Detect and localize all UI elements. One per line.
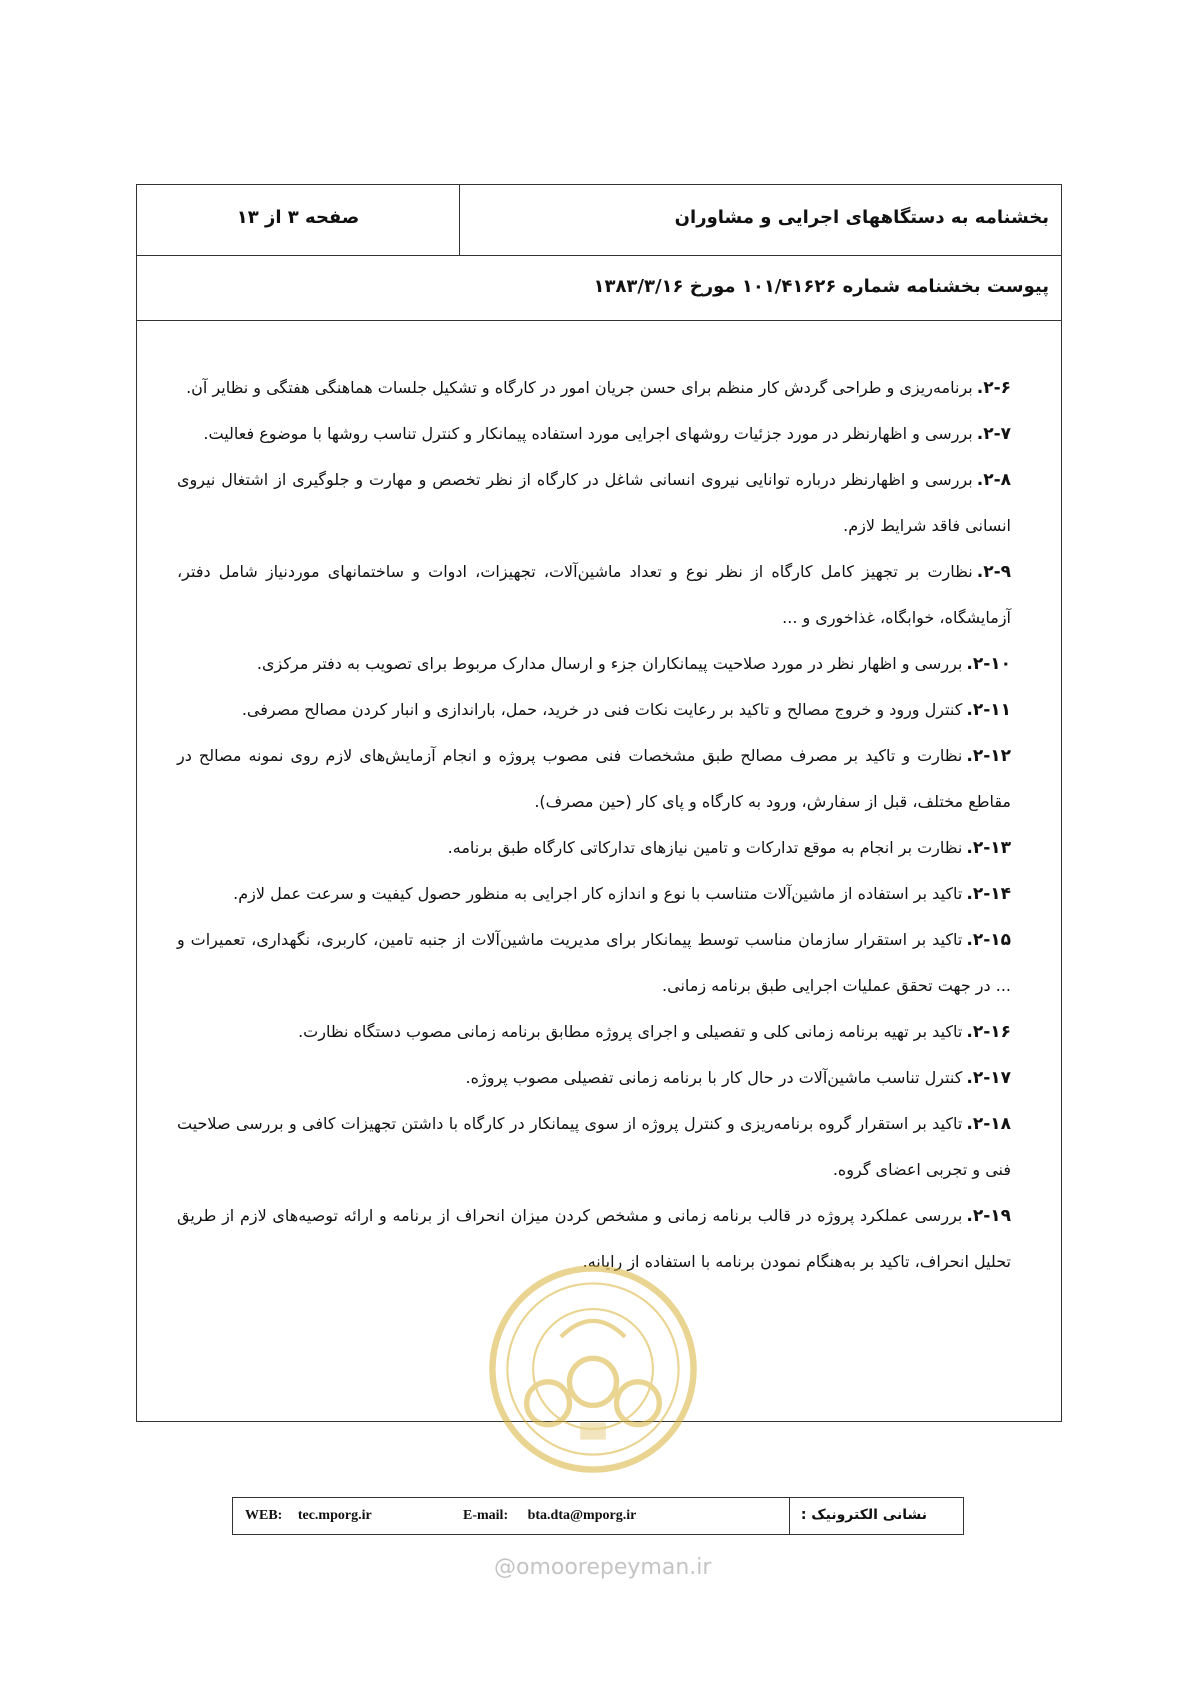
item-text: بررسی و اظهارنظر در مورد جزئیات روشهای اجرایی مورد استفاده پیمانکار و کنترل تناسب روشها با موضوع فعالیت. bbox=[203, 424, 973, 443]
attachment-row bbox=[137, 256, 1061, 321]
list-item bbox=[177, 365, 1011, 411]
footer-email bbox=[463, 1508, 636, 1524]
item-number: ۲-۱۴. bbox=[966, 884, 1011, 904]
item-text: نظارت و تاکید بر مصرف مصالح طبق مشخصات فنی مصوب پروژه و انجام آزمایش‌های لازم روی نمونه مصالح در مقاطع مختلف، قبل از سفارش، ورود به کارگاه و پای کار (حین مصرف). bbox=[177, 746, 1011, 811]
item-text: تاکید بر تهیه برنامه زمانی کلی و تفصیلی و اجرای پروژه مطابق برنامه زمانی مصوب دستگاه نظارت. bbox=[298, 1022, 963, 1041]
item-number: ۲-۱۷. bbox=[966, 1068, 1011, 1088]
list-item bbox=[177, 917, 1011, 1009]
header-divider bbox=[459, 185, 460, 256]
item-number: ۲-۷. bbox=[976, 424, 1011, 444]
item-number: ۲-۱۲. bbox=[966, 746, 1011, 766]
document-frame bbox=[136, 184, 1062, 1422]
attachment-reference: پیوست بخشنامه شماره ۱۰۱/۴۱۶۲۶ مورخ ۱۳۸۳/۳/۱۶ bbox=[593, 276, 1049, 297]
footer-divider bbox=[789, 1498, 790, 1534]
item-text: کنترل تناسب ماشین‌آلات در حال کار با برنامه زمانی تفصیلی مصوب پروژه. bbox=[465, 1068, 963, 1087]
item-number: ۲-۸. bbox=[976, 470, 1011, 490]
item-number: ۲-۱۳. bbox=[966, 838, 1011, 858]
list-item bbox=[177, 457, 1011, 549]
item-text: نظارت بر انجام به موقع تدارکات و تامین نیازهای تداركاتی کارگاه طبق برنامه. bbox=[447, 838, 963, 857]
page-number: صفحه ۳ از ۱۳ bbox=[236, 207, 360, 228]
list-item bbox=[177, 733, 1011, 825]
item-number: ۲-۹. bbox=[976, 562, 1011, 582]
footer-web bbox=[245, 1508, 372, 1524]
item-text: بررسی و اظهارنظر درباره توانایی نیروی انسانی شاغل در کارگاه از نظر تخصص و مهارت و جلوگیری از اشتغال نیروی انسانی فاقد شرایط لازم. bbox=[177, 470, 1011, 535]
item-text: برنامه‌ریزی و طراحی گردش کار منظم برای حسن جریان امور در کارگاه و تشکیل جلسات هماهنگی هفتگی و نظایر آن. bbox=[186, 378, 973, 397]
list-item bbox=[177, 825, 1011, 871]
item-text: تاکید بر استفاده از ماشین‌آلات متناسب با نوع و اندازه کار اجرایی به منظور حصول کیفیت و سرعت عمل لازم. bbox=[233, 884, 963, 903]
footer-contact-box bbox=[232, 1497, 964, 1535]
item-text: بررسی و اظهار نظر در مورد صلاحیت پیمانکاران جزء و ارسال مدارک مربوط برای تصویب به دفتر مرکزی. bbox=[256, 654, 963, 673]
item-text: بررسی عملکرد پروژه در قالب برنامه زمانی و مشخص کردن میزان انحراف از برنامه و ارائه توصیه‌های لازم از طریق تحلیل انحراف، تاکید بر به‌هنگام نمودن برنامه با استفاده از رایانه. bbox=[177, 1206, 1011, 1271]
list-item bbox=[177, 871, 1011, 917]
watermark-url: @omoorepeyman.ir bbox=[494, 1555, 712, 1580]
item-number: ۲-۱۸. bbox=[966, 1114, 1011, 1134]
web-link[interactable]: tec.mporg.ir bbox=[297, 1508, 372, 1523]
item-text: نظارت بر تجهیز کامل کارگاه از نظر نوع و تعداد ماشین‌آلات، تجهیزات، ادوات و ساختمانهای موردنیاز شامل دفتر، آزمایشگاه، خوابگاه، غذاخوری و ... bbox=[177, 562, 1011, 627]
header-row bbox=[137, 185, 1061, 256]
item-text: تاکید بر استقرار سازمان مناسب توسط پیمانکار برای مدیریت ماشین‌آلات از جنبه تامین، کاربری، نگهداری، تعمیرات و ... در جهت تحقق عملیات اجرایی طبق برنامه زمانی. bbox=[177, 930, 1011, 995]
item-number: ۲-۱۱. bbox=[966, 700, 1011, 720]
email-label: E-mail: bbox=[463, 1508, 509, 1523]
footer-label: نشانی الکترونیک : bbox=[800, 1507, 927, 1523]
item-number: ۲-۱۶. bbox=[966, 1022, 1011, 1042]
seal-watermark-icon bbox=[486, 1262, 700, 1476]
item-number: ۲-۱۰. bbox=[966, 654, 1011, 674]
list-item bbox=[177, 549, 1011, 641]
email-link[interactable]: bta.dta@mporg.ir bbox=[527, 1508, 637, 1523]
web-label: WEB: bbox=[245, 1508, 283, 1523]
list-item bbox=[177, 687, 1011, 733]
item-text: کنترل ورود و خروج مصالح و تاکید بر رعایت نکات فنی در خرید، حمل، باراندازی و انبار کردن مصالح مصرفی. bbox=[241, 700, 963, 719]
item-number: ۲-۱۵. bbox=[966, 930, 1011, 950]
item-number: ۲-۱۹. bbox=[966, 1206, 1011, 1226]
document-title: بخشنامه به دستگاههای اجرایی و مشاوران bbox=[674, 207, 1049, 228]
list-item bbox=[177, 1009, 1011, 1055]
list-item bbox=[177, 1101, 1011, 1193]
list-item bbox=[177, 641, 1011, 687]
list-item bbox=[177, 1055, 1011, 1101]
item-number: ۲-۶. bbox=[976, 378, 1011, 398]
item-text: تاکید بر استقرار گروه برنامه‌ریزی و کنترل پروژه از سوی پیمانکار در کارگاه با داشتن تجهیزات کافی و بررسی صلاحیت فنی و تجربی اعضای گروه. bbox=[177, 1114, 1011, 1179]
list-item bbox=[177, 411, 1011, 457]
items-list bbox=[177, 365, 1011, 1285]
